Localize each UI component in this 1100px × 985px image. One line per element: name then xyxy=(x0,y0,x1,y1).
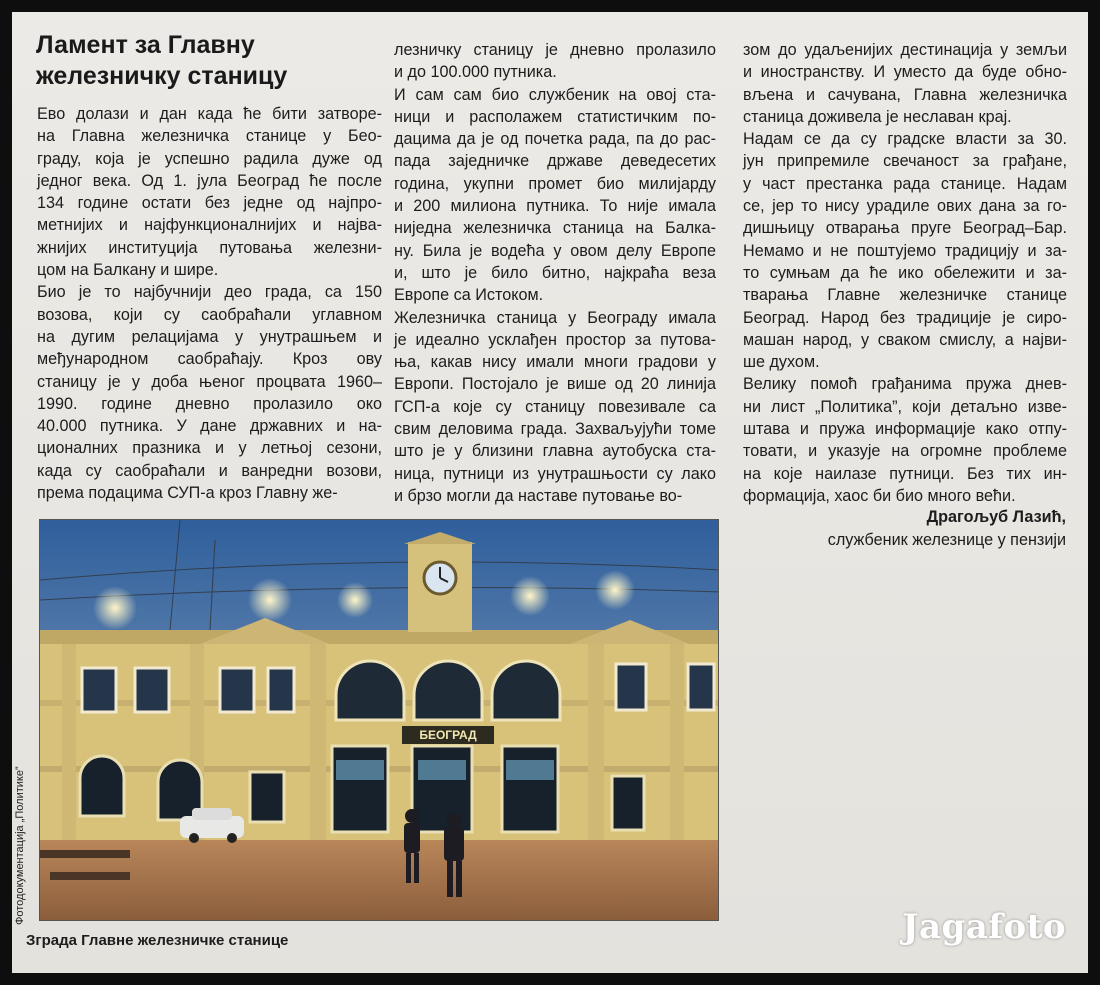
text-line: што је у близини главна аутобуска ста- xyxy=(394,442,716,461)
title-line-1: Ламент за Главну xyxy=(36,31,255,59)
text-line: штава и пружа информације како отпу- xyxy=(743,420,1067,439)
text-line: И сам сам био службеник на овој ста- xyxy=(394,85,716,104)
text-line: према подацима СУП-а кроз Главну же- xyxy=(37,484,338,503)
text-line: Велику помоћ грађанима пружа днев- xyxy=(743,375,1067,394)
text-line: Железничка станица у Београду имала xyxy=(394,308,716,327)
text-line: пада заједничке државе деведесетих xyxy=(394,152,716,171)
text-line: ниједна железничка станица на Балка- xyxy=(394,219,716,238)
text-line: и брзо могли да наставе путовање во- xyxy=(394,486,683,505)
text-line: 1990. године дневно пролазило око xyxy=(37,394,382,413)
article-column-3 xyxy=(743,39,1067,507)
text-line: граду, која је успешно радила дуже од xyxy=(37,149,382,168)
text-line: у част престанка рада станице. Надам xyxy=(743,174,1067,193)
text-line: формација, хаос би био много већи. xyxy=(743,486,1016,505)
text-line: ше духом. xyxy=(743,353,820,372)
text-line: ница, путници из унутрашњости су лако xyxy=(394,464,716,483)
text-line: Европе са Истоком. xyxy=(394,286,544,305)
text-line: Европи. Постојало је више од 20 линија xyxy=(394,375,716,394)
text-line: лезничку станицу је дневно пролазило xyxy=(394,41,716,59)
title-line-2: железничку станицу xyxy=(36,62,288,90)
text-line: се, јер то нису урадиле ових дана за го- xyxy=(743,197,1067,216)
text-line: једног века. Од 1. јула Београд ће после xyxy=(37,171,382,190)
text-line: и иностранству. И уместо да буде обно- xyxy=(743,63,1067,82)
text-line: Немамо и не поштујемо традицију и за- xyxy=(743,241,1067,260)
text-line: на које наилазе путници. Без тих ин- xyxy=(743,464,1067,483)
article-title xyxy=(36,30,386,92)
text-line: међународном саобраћају. Кроз ову xyxy=(37,350,382,369)
text-line: је идеално усклађен простор за путова- xyxy=(394,330,716,349)
text-line: метнијих и најфункционалнијих и најва- xyxy=(37,216,382,235)
text-line: возова, који су саобраћали углавном xyxy=(37,305,382,324)
watermark: Jagafoto xyxy=(902,907,1066,947)
text-line: ни лист „Политика”, који детаљно изве- xyxy=(743,397,1067,416)
text-line: машан народ, у сваком смислу, а најви- xyxy=(743,330,1067,349)
newspaper-page xyxy=(12,12,1088,973)
text-line: и до 100.000 путника. xyxy=(394,63,557,82)
text-line: јун припремиле свечаност за грађане, xyxy=(743,152,1067,171)
text-line: година, укупни промет био милијарду xyxy=(394,174,716,193)
text-line: вљена и сачувана, Главна железничка xyxy=(743,85,1067,104)
text-line: то сумњам да ће ико обележити и за- xyxy=(743,263,1067,282)
article-column-2 xyxy=(394,39,716,507)
text-line: дишњицу отварања пруге Београд–Бар. xyxy=(743,219,1067,238)
text-line: Био је то најбучнији део града, са 150 xyxy=(37,283,382,302)
text-line: станицу је у доба њеног процвата 1960– xyxy=(37,372,382,391)
text-line: Ево долази и дан када ће бити затворе- xyxy=(37,105,382,123)
text-line: и 200 милиона путника. То није имала xyxy=(394,197,716,216)
text-line: 134 године остати без једне од најпро- xyxy=(37,194,382,213)
text-line: жнијих институција путовања железни- xyxy=(37,238,382,257)
signature-role: службеник железнице у пензији xyxy=(827,531,1066,549)
signature-name: Драгољуб Лазић, xyxy=(926,508,1066,526)
text-line: тварања Главне железничке станице xyxy=(743,286,1067,305)
text-line: цом на Балкану и шире. xyxy=(37,261,219,280)
text-line: ња, какав нису имали многи градови у xyxy=(394,353,716,372)
text-line: Надам се да су градске власти за 30. xyxy=(743,130,1067,149)
text-line: свим деловима града. Захваљујући томе xyxy=(394,420,716,439)
text-line: станица доживела је неславан крај. xyxy=(743,107,1012,126)
text-line: Београд. Народ без традиције је сиро- xyxy=(743,308,1067,327)
text-line: 40.000 путника. У дане државних и на- xyxy=(37,417,382,436)
text-line: зом до удаљенијих дестинација у земљи xyxy=(743,41,1067,59)
text-line: ници и располажем статистичким по- xyxy=(394,107,716,126)
text-line: ГСП-а које су станицу повезивале са xyxy=(394,397,716,416)
station-sign-text: БЕОГРАД xyxy=(419,728,477,742)
text-line: ционалних празника и у летњој сезони, xyxy=(37,439,382,458)
text-line: и, што је било битно, најкраћа веза xyxy=(394,263,716,282)
text-line: на Главна железничка станице у Бео- xyxy=(37,127,382,146)
text-line: дацима да је од почетка рада, па до рас- xyxy=(394,130,716,149)
text-line: на дугим релацијама у унутрашњем и xyxy=(37,327,382,346)
text-line: товати, и указује на огромне проблеме xyxy=(743,442,1067,461)
photo-caption: Зграда Главне железничке станице xyxy=(26,932,289,949)
article-column-1 xyxy=(37,103,382,504)
text-line: ну. Била је водећа у овом делу Европе xyxy=(394,241,716,260)
photo-credit: Фотодокументација „Политике” xyxy=(14,766,26,925)
text-line: када су саобраћали и ванредни возови, xyxy=(37,461,382,480)
station-photo xyxy=(39,519,719,921)
